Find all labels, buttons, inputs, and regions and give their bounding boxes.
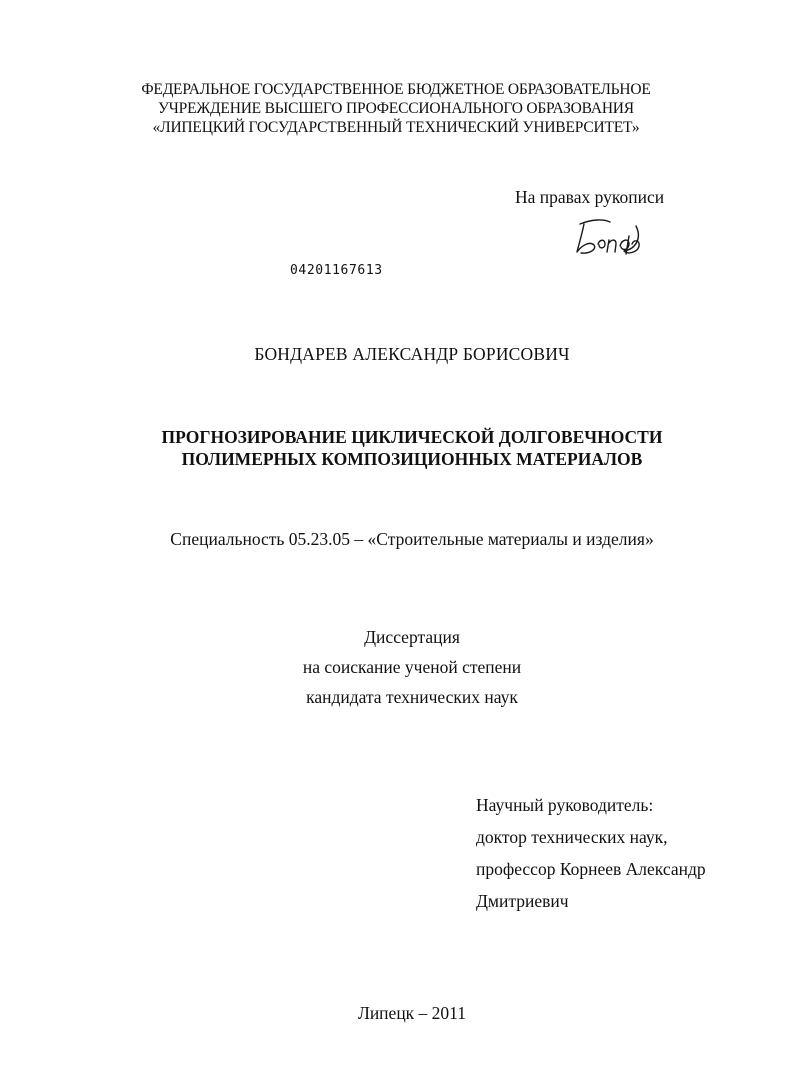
- specialty-line: Специальность 05.23.05 – «Строительные материалы и изделия»: [170, 529, 654, 549]
- handwritten-signature: [570, 214, 646, 258]
- dissertation-title: [0, 426, 792, 470]
- registration-number-stamp: 04201167613: [290, 263, 383, 278]
- dissertation-title-line: ПРОГНОЗИРОВАНИЕ ЦИКЛИЧЕСКОЙ ДОЛГОВЕЧНОСТИ: [161, 427, 663, 447]
- institution-header-line: УЧРЕЖДЕНИЕ ВЫСШЕГО ПРОФЕССИОНАЛЬНОГО ОБРАЗОВАНИЯ: [158, 100, 634, 117]
- author-name: БОНДАРЕВ АЛЕКСАНДР БОРИСОВИЧ: [254, 344, 570, 364]
- manuscript-rights-note: На правах рукописи: [515, 187, 665, 207]
- institution-header-line: ФЕДЕРАЛЬНОЕ ГОСУДАРСТВЕННОЕ БЮДЖЕТНОЕ ОБРАЗОВАТЕЛЬНОЕ: [141, 81, 651, 98]
- institution-header-line: «ЛИПЕЦКИЙ ГОСУДАРСТВЕННЫЙ ТЕХНИЧЕСКИЙ УНИВЕРСИТЕТ»: [152, 119, 640, 136]
- signature-drawing: [570, 214, 646, 258]
- advisor-line: профессор Корнеев Александр: [476, 859, 706, 879]
- scientific-advisor-block: [476, 789, 706, 917]
- advisor-line: Дмитриевич: [476, 891, 569, 911]
- advisor-line: доктор технических наук,: [476, 827, 668, 847]
- dissertation-title-line: ПОЛИМЕРНЫХ КОМПОЗИЦИОННЫХ МАТЕРИАЛОВ: [181, 449, 643, 469]
- degree-statement: [0, 622, 792, 712]
- city-and-year: Липецк – 2011: [357, 1003, 467, 1023]
- degree-statement-line: кандидата технических наук: [306, 687, 518, 707]
- degree-statement-line: Диссертация: [364, 627, 460, 647]
- degree-statement-line: на соискание ученой степени: [302, 657, 522, 677]
- advisor-line: Научный руководитель:: [476, 795, 654, 815]
- institution-header: [0, 80, 792, 137]
